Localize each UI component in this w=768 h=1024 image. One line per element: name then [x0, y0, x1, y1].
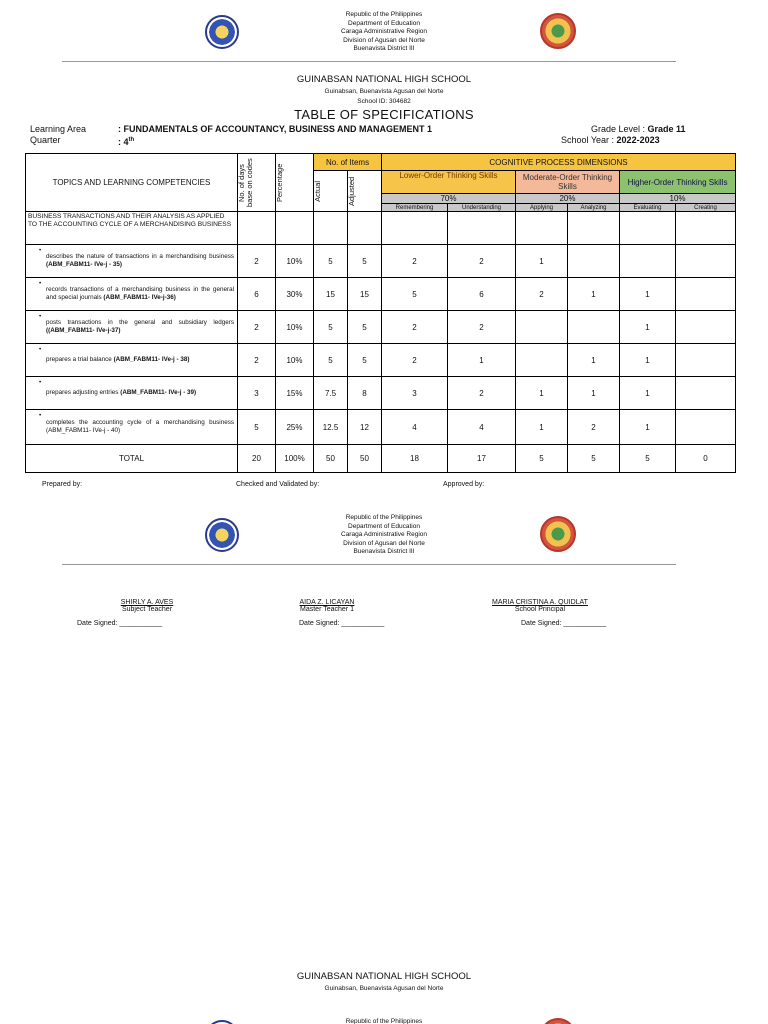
cell-app: 1	[516, 377, 568, 410]
competency-cell	[26, 311, 238, 344]
competency-cell	[26, 245, 238, 278]
signatory-2-name: AIDA Z. LICAYAN	[299, 599, 355, 606]
competency-text	[36, 253, 234, 268]
cell-cre	[676, 344, 736, 377]
competency-cell	[26, 410, 238, 445]
header-divider-2	[62, 564, 676, 565]
cell-eva: 1	[620, 410, 676, 445]
days-header-text: No. of days base on codes	[237, 158, 254, 207]
cell-ana	[568, 245, 620, 278]
deped-seal-logo-3	[205, 1020, 239, 1024]
school-year	[561, 135, 660, 146]
total-evaluating: 5	[620, 445, 676, 473]
sub-evaluating: Evaluating	[620, 204, 676, 212]
cell-app: 1	[516, 245, 568, 278]
cell-actual: 12.5	[314, 410, 348, 445]
quarter-label: Quarter	[30, 135, 61, 145]
total-label: TOTAL	[26, 445, 238, 473]
signatory-2-title: Master Teacher 1	[300, 606, 354, 613]
lower-order-header: Lower-Order Thinking Skills	[382, 171, 516, 194]
competency-desc: describes the nature of transactions in a merchandising business	[46, 253, 234, 261]
empty-cell	[448, 212, 516, 245]
cell-pct: 15%	[276, 377, 314, 410]
cell-app	[516, 344, 568, 377]
cell-actual: 7.5	[314, 377, 348, 410]
school-seal-logo	[540, 13, 576, 49]
bullet-icon: •	[39, 346, 42, 353]
cpd-header: COGNITIVE PROCESS DIMENSIONS	[382, 154, 736, 171]
total-adjusted: 50	[348, 445, 382, 473]
actual-header-text: Actual	[313, 180, 322, 202]
cell-cre	[676, 245, 736, 278]
cell-cre	[676, 311, 736, 344]
cell-cre	[676, 410, 736, 445]
cell-actual: 5	[314, 311, 348, 344]
total-creating: 0	[676, 445, 736, 473]
signatory-3	[465, 599, 615, 613]
school-seal-logo-3	[540, 1018, 576, 1024]
sub-remembering: Remembering	[382, 204, 448, 212]
adjusted-header-text: Adjusted	[347, 176, 356, 206]
document-title: TABLE OF SPECIFICATIONS	[294, 107, 474, 122]
competency-text	[36, 356, 234, 364]
cell-rem: 2	[382, 311, 448, 344]
cell-ana: 1	[568, 278, 620, 311]
letterhead2-line-3: Caraga Administrative Region	[341, 531, 427, 538]
sub-applying: Applying	[516, 204, 568, 212]
cell-pct: 25%	[276, 410, 314, 445]
bullet-icon: •	[39, 247, 42, 254]
grade-value: Grade 11	[647, 124, 686, 134]
cell-und: 6	[448, 278, 516, 311]
cell-days: 2	[238, 311, 276, 344]
cell-days: 6	[238, 278, 276, 311]
competency-code: (ABM_FABM11- IVe-j - 39)	[120, 389, 197, 397]
quarter-text: : 4	[118, 137, 129, 147]
page2-school-address: Guinabsan, Buenavista Agusan del Norte	[324, 985, 444, 992]
signatory-2-date: Date Signed: ___________	[299, 620, 385, 627]
letterhead2-line-1: Republic of the Philippines	[345, 514, 423, 521]
empty-cell	[348, 212, 382, 245]
school-year-label: School Year :	[561, 135, 617, 145]
competency-code: (ABM_FABM11- IVe-j-36)	[103, 294, 176, 301]
school-name: GUINABSAN NATIONAL HIGH SCHOOL	[296, 74, 472, 85]
total-understanding: 17	[448, 445, 516, 473]
bullet-icon: •	[39, 412, 42, 419]
quarter-sup: th	[128, 137, 135, 143]
cell-actual: 5	[314, 245, 348, 278]
competency-cell	[26, 344, 238, 377]
bullet-icon: •	[39, 313, 42, 320]
cell-und: 1	[448, 344, 516, 377]
deped-seal-logo	[205, 15, 239, 49]
school-year-value: 2022-2023	[616, 135, 660, 145]
signatory-1	[82, 599, 212, 613]
competency-text	[36, 419, 234, 434]
specifications-table	[25, 153, 736, 473]
letterhead-line-4: Division of Agusan del Norte	[343, 36, 425, 44]
school-address: Guinabsan, Buenavista Agusan del Norte	[324, 88, 444, 95]
empty-cell	[676, 212, 736, 245]
cell-eva: 1	[620, 311, 676, 344]
table-row	[26, 377, 736, 410]
cell-ana: 1	[568, 344, 620, 377]
checked-by-label: Checked and Validated by:	[236, 481, 320, 488]
letterhead-line-5: Buenavista District III	[353, 45, 415, 52]
cell-und: 2	[448, 377, 516, 410]
percentage-header-text: Percentage	[275, 163, 284, 202]
quarter-value	[118, 135, 134, 148]
cell-rem: 2	[382, 245, 448, 278]
signatory-2	[262, 599, 392, 613]
cell-actual: 15	[314, 278, 348, 311]
competency-desc: prepares a trial balance	[46, 356, 114, 364]
letterhead	[284, 11, 484, 54]
empty-cell	[568, 212, 620, 245]
cell-adj: 5	[348, 245, 382, 278]
competency-code: (ABM_FABM11- IVe-j - 35)	[46, 261, 122, 268]
cell-days: 2	[238, 245, 276, 278]
cell-days: 5	[238, 410, 276, 445]
cell-ana: 2	[568, 410, 620, 445]
cell-cre	[676, 278, 736, 311]
competency-text	[36, 389, 234, 397]
cell-eva: 1	[620, 278, 676, 311]
competency-text	[36, 319, 234, 334]
page2-school-name: GUINABSAN NATIONAL HIGH SCHOOL	[296, 971, 472, 982]
competency-desc: prepares adjusting entries	[46, 389, 121, 397]
competency-code: (ABM_FABM11- IVe-j - 38)	[113, 356, 190, 364]
days-header	[238, 154, 276, 212]
signatory-3-title: School Principal	[514, 606, 566, 613]
cell-pct: 30%	[276, 278, 314, 311]
letterhead-2	[284, 514, 484, 557]
cell-rem: 4	[382, 410, 448, 445]
cell-eva: 1	[620, 377, 676, 410]
signatory-1-date: Date Signed: ___________	[77, 620, 163, 627]
signatory-3-name: MARIA CRISTINA A. QUIDLAT	[492, 599, 588, 606]
learning-area-text: : FUNDAMENTALS OF ACCOUNTANCY, BUSINESS AND MANAGEMENT 1	[118, 124, 432, 134]
empty-cell	[516, 212, 568, 245]
table-row	[26, 278, 736, 311]
empty-cell	[238, 212, 276, 245]
cell-app: 1	[516, 410, 568, 445]
table-row	[26, 410, 736, 445]
header-divider	[62, 61, 676, 62]
cell-ana	[568, 311, 620, 344]
sub-creating: Creating	[676, 204, 736, 212]
topics-header: TOPICS AND LEARNING COMPETENCIES	[26, 154, 238, 212]
lower-order-pct: 70%	[382, 194, 516, 204]
empty-cell	[276, 212, 314, 245]
signatory-1-title: Subject Teacher	[121, 606, 173, 613]
moderate-order-header: Moderate-Order Thinking Skills	[516, 171, 620, 194]
cell-adj: 5	[348, 344, 382, 377]
topic-heading: BUSINESS TRANSACTIONS AND THEIR ANALYSIS AS APPLIED TO THE ACCOUNTING CYCLE OF A MERCHANDISING BUSINESS	[26, 212, 238, 245]
grade-label: Grade Level :	[591, 124, 648, 134]
signatory-3-date: Date Signed: ___________	[521, 620, 607, 627]
cell-actual: 5	[314, 344, 348, 377]
competency-desc: records transactions of a merchandising business in the general and special journals	[46, 286, 234, 301]
learning-area-label: Learning Area	[30, 124, 87, 134]
cell-eva: 1	[620, 344, 676, 377]
actual-header	[314, 171, 348, 212]
competency-cell	[26, 377, 238, 410]
competency-desc: posts transactions in the general and subsidiary ledgers	[46, 319, 234, 327]
table-row	[26, 311, 736, 344]
empty-cell	[382, 212, 448, 245]
page2-letterhead-line: Republic of the Philippines	[345, 1018, 423, 1024]
total-actual: 50	[314, 445, 348, 473]
bullet-icon: •	[39, 280, 42, 287]
cell-und: 4	[448, 410, 516, 445]
items-header: No. of Items	[314, 154, 382, 171]
cell-days: 3	[238, 377, 276, 410]
cell-days: 2	[238, 344, 276, 377]
learning-area-value	[118, 124, 432, 135]
cell-und: 2	[448, 311, 516, 344]
empty-cell	[314, 212, 348, 245]
cell-app	[516, 311, 568, 344]
moderate-order-pct: 20%	[516, 194, 620, 204]
school-id: School ID: 304682	[357, 98, 411, 105]
school-seal-logo-2	[540, 516, 576, 552]
letterhead-line-1: Republic of the Philippines	[345, 11, 423, 18]
letterhead2-line-2: Department of Education	[348, 522, 420, 530]
cell-adj: 15	[348, 278, 382, 311]
cell-rem: 2	[382, 344, 448, 377]
higher-order-header: Higher-Order Thinking Skills	[620, 171, 736, 194]
cell-rem: 5	[382, 278, 448, 311]
prepared-by-label: Prepared by:	[42, 481, 83, 488]
cell-adj: 5	[348, 311, 382, 344]
competency-desc: completes the accounting cycle of a merchandising business (ABM_FABM11- IVe-j - 40)	[46, 419, 234, 434]
higher-order-pct: 10%	[620, 194, 736, 204]
letterhead-line-3: Caraga Administrative Region	[341, 28, 427, 35]
adjusted-header	[348, 171, 382, 212]
approved-by-label: Approved by:	[443, 481, 485, 488]
cell-eva	[620, 245, 676, 278]
cell-pct: 10%	[276, 311, 314, 344]
letterhead-line-2: Department of Education	[348, 19, 420, 27]
cell-adj: 12	[348, 410, 382, 445]
signatory-1-name: SHIRLY A. AVES	[120, 599, 174, 606]
cell-app: 2	[516, 278, 568, 311]
cell-rem: 3	[382, 377, 448, 410]
cell-cre	[676, 377, 736, 410]
competency-cell	[26, 278, 238, 311]
table-row	[26, 344, 736, 377]
total-analyzing: 5	[568, 445, 620, 473]
bullet-icon: •	[39, 379, 42, 386]
table-row	[26, 245, 736, 278]
total-pct: 100%	[276, 445, 314, 473]
letterhead2-line-5: Buenavista District III	[353, 548, 415, 555]
competency-code: ((ABM_FABM11- IVe-j-37)	[46, 327, 121, 334]
sub-understanding: Understanding	[448, 204, 516, 212]
competency-text	[36, 286, 234, 301]
cell-ana: 1	[568, 377, 620, 410]
letterhead2-line-4: Division of Agusan del Norte	[343, 539, 425, 547]
grade-level	[591, 124, 686, 135]
cell-und: 2	[448, 245, 516, 278]
total-applying: 5	[516, 445, 568, 473]
sub-analyzing: Analyzing	[568, 204, 620, 212]
total-remembering: 18	[382, 445, 448, 473]
empty-cell	[620, 212, 676, 245]
cell-adj: 8	[348, 377, 382, 410]
cell-pct: 10%	[276, 344, 314, 377]
percentage-header	[276, 154, 314, 212]
cell-pct: 10%	[276, 245, 314, 278]
total-days: 20	[238, 445, 276, 473]
deped-seal-logo-2	[205, 518, 239, 552]
